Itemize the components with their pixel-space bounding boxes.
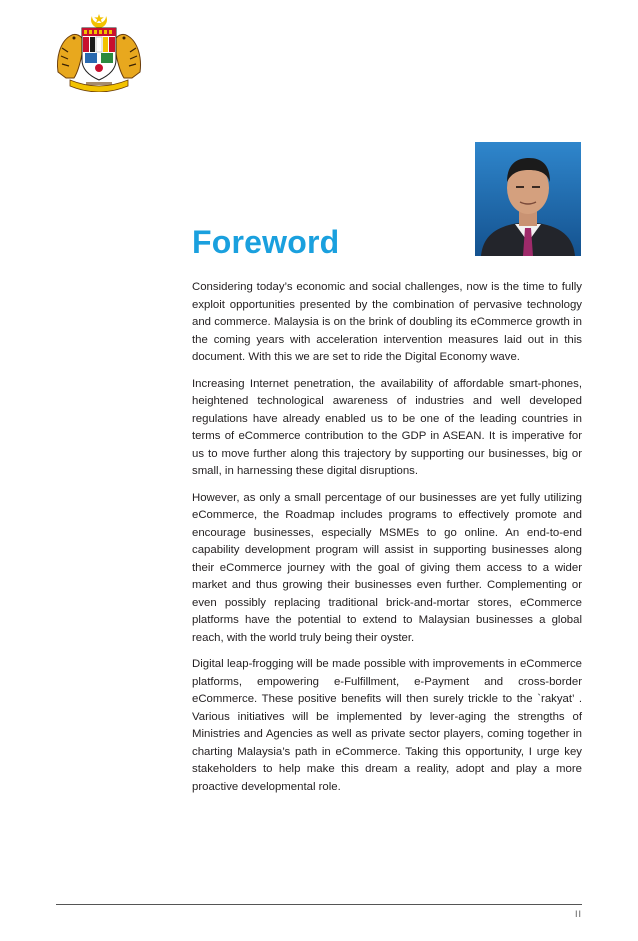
foreword-body — [192, 279, 582, 805]
paragraph: Considering today’s economic and social challenges, now is the time to fully exploit opportunities presented by the combination of pervasive technology and commerce. Malaysia is on the brink of doubling its eCommerce growth in the coming years with acceleration intervention measures laid out in this document. With this we are set to ride the Digital Economy wave. — [192, 281, 582, 363]
paragraph: However, as only a small percentage of our businesses are yet fully utilizing eCommerce, the Roadmap includes programs to effectively promote and encourage businesses, especially MSMEs to go online. An end-to-end capability development program will assist in supporting businesses along their eCommerce journey with the goal of giving them access to a wider market and thus growing their businesses even further. Complementing or even possibly replacing traditional brick-and-mortar stores, eCommerce platforms have the potential to extend to Malaysian businesses a global reach, with the world truly being their oyster. — [192, 491, 582, 644]
page-title: Foreword — [192, 224, 340, 260]
portrait-icon — [475, 142, 581, 256]
page-number: II — [574, 909, 582, 919]
paragraph: Digital leap-frogging will be made possible with improvements in eCommerce platforms, empowering e-Fulfillment, e-Payment and cross-border eCommerce. These positive benefits will then surely trickle to the `rakyat’ . Various initiatives will be implemented by lever-aging the strengths of Ministries and Agencies as well as private sector players, coming together in charting Malaysia’s path in eCommerce. Taking this opportunity, I urge key stakeholders to help make this dream a reality, adopt and play a more proactive developmental role. — [192, 658, 582, 793]
footer-divider — [56, 904, 582, 905]
paragraph: Increasing Internet penetration, the availability of affordable smart-phones, heightened technological awareness of industries and well developed regulations have already enabled us to be one of the leading countries in terms of eCommerce contribution to the GDP in ASEAN. It is imperative for us to move further along this trajectory by supporting our businesses, big or small, in harnessing these digital disruptions. — [192, 377, 582, 477]
coat-of-arms-icon — [52, 12, 146, 92]
portrait-photo — [475, 142, 581, 256]
